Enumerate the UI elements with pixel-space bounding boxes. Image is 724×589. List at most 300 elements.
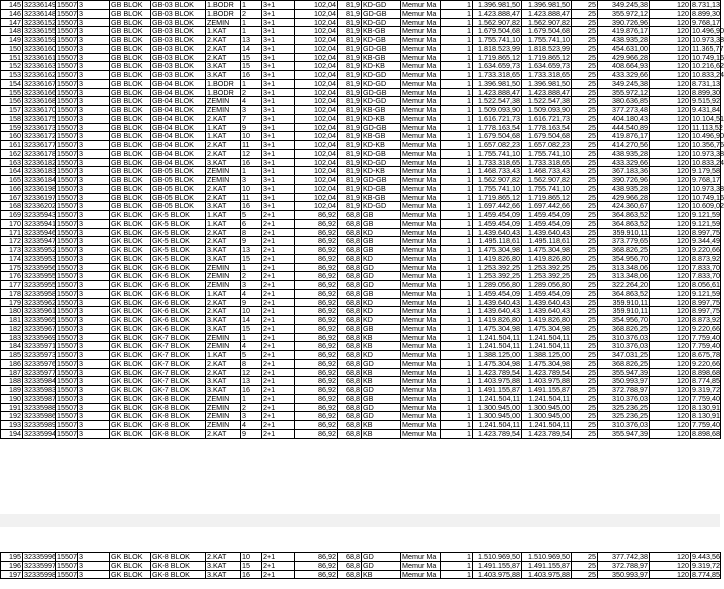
cell-floor[interactable]: ZEMIN bbox=[206, 106, 241, 115]
cell-count[interactable]: 1 bbox=[441, 403, 473, 412]
cell-installment[interactable]: 9.768,17 bbox=[692, 175, 720, 184]
cell-parsel[interactable]: 15507 bbox=[57, 376, 77, 386]
cell-ada[interactable]: 32335953 bbox=[24, 253, 56, 263]
cell-buyer-type[interactable]: Memur Ma bbox=[401, 141, 441, 150]
cell-price-total[interactable]: 1.616.721,73 bbox=[522, 114, 572, 123]
cell-floor[interactable]: 2.KAT bbox=[206, 184, 241, 193]
cell-parsel[interactable]: 15507 bbox=[57, 367, 77, 377]
cell-row-no[interactable]: 172 bbox=[1, 237, 23, 246]
cell-buyer-type[interactable]: Memur Ma bbox=[401, 421, 441, 430]
cell-facade[interactable]: KD-KB bbox=[362, 114, 401, 123]
cell-count[interactable]: 1 bbox=[441, 298, 473, 307]
cell-parsel[interactable]: 15507 bbox=[57, 332, 77, 342]
cell-price[interactable]: 1.719.865,12 bbox=[473, 193, 522, 202]
cell-floor[interactable]: 2.KAT bbox=[206, 307, 241, 316]
cell-rooms[interactable]: 2+1 bbox=[262, 561, 295, 570]
cell-ada[interactable]: 32336159 bbox=[24, 35, 56, 44]
cell-blok[interactable]: GB-03 BLOK bbox=[151, 18, 206, 27]
cell-net-area[interactable]: 81,9 bbox=[338, 36, 362, 45]
cell-blok-group[interactable]: GK BLOK bbox=[110, 281, 151, 290]
cell-down-pct[interactable]: 25 bbox=[572, 88, 598, 97]
cell-price-total[interactable]: 1.241.504,11 bbox=[522, 342, 572, 351]
cell-months[interactable]: 120 bbox=[650, 333, 691, 342]
cell-gross-area[interactable]: 102,04 bbox=[295, 27, 338, 36]
cell-installment[interactable]: 8.130,91 bbox=[692, 411, 720, 421]
cell-rooms[interactable]: 2+1 bbox=[262, 386, 295, 395]
cell-down-pct[interactable]: 25 bbox=[572, 53, 598, 62]
cell-door[interactable]: 9 bbox=[241, 237, 262, 246]
cell-etap[interactable]: 3 bbox=[78, 281, 110, 290]
cell-ada[interactable]: 32335987 bbox=[24, 393, 56, 403]
cell-net-area[interactable]: 81,9 bbox=[338, 184, 362, 193]
cell-blok[interactable]: GK-6 BLOK bbox=[151, 324, 206, 333]
cell-installment[interactable]: 7.759,40 bbox=[692, 420, 720, 429]
cell-buyer-type[interactable]: Memur Ma bbox=[401, 167, 441, 176]
cell-installment[interactable]: 9.319,72 bbox=[692, 385, 720, 394]
cell-count[interactable]: 1 bbox=[441, 132, 473, 141]
cell-installment[interactable]: 8.675,78 bbox=[692, 350, 720, 359]
cell-floor[interactable]: ZEMIN bbox=[206, 176, 241, 185]
cell-ada[interactable]: 32336160 bbox=[24, 43, 56, 53]
cell-door[interactable]: 2 bbox=[241, 272, 262, 281]
cell-price-total[interactable]: 1.403.975,88 bbox=[522, 570, 572, 579]
cell-installment[interactable]: 10.833,24 bbox=[692, 157, 724, 167]
cell-blok-group[interactable]: GB BLOK bbox=[110, 167, 151, 176]
cell-months[interactable]: 120 bbox=[650, 1, 691, 10]
cell-down-pct[interactable]: 25 bbox=[572, 149, 598, 158]
cell-blok[interactable]: GB-05 BLOK bbox=[151, 176, 206, 185]
cell-blok[interactable]: GB-03 BLOK bbox=[151, 44, 206, 53]
cell-buyer-type[interactable]: Memur Ma bbox=[401, 561, 441, 570]
cell-down-pct[interactable]: 25 bbox=[572, 553, 598, 562]
cell-facade[interactable]: GB bbox=[362, 237, 401, 246]
cell-door[interactable]: 1 bbox=[241, 79, 262, 88]
cell-blok[interactable]: GB-03 BLOK bbox=[151, 71, 206, 80]
cell-gross-area[interactable]: 102,04 bbox=[295, 167, 338, 176]
cell-row-no[interactable]: 155 bbox=[1, 88, 23, 97]
cell-installment[interactable]: 11.113,52 bbox=[692, 122, 723, 132]
cell-count[interactable]: 1 bbox=[441, 167, 473, 176]
cell-gross-area[interactable]: 102,04 bbox=[295, 193, 338, 202]
cell-ada[interactable]: 32336184 bbox=[24, 175, 56, 184]
cell-rooms[interactable]: 3+1 bbox=[262, 88, 295, 97]
cell-door[interactable]: 3 bbox=[241, 106, 262, 115]
cell-price[interactable]: 1.818.523,99 bbox=[473, 44, 522, 53]
cell-net-area[interactable]: 81,9 bbox=[338, 114, 362, 123]
cell-floor[interactable]: 3.KAT bbox=[206, 386, 241, 395]
cell-count[interactable]: 1 bbox=[441, 62, 473, 71]
cell-months[interactable]: 120 bbox=[650, 421, 691, 430]
cell-rooms[interactable]: 3+1 bbox=[262, 114, 295, 123]
cell-facade[interactable]: KB bbox=[362, 377, 401, 386]
cell-down-pct[interactable]: 25 bbox=[572, 403, 598, 412]
cell-door[interactable]: 10 bbox=[241, 553, 262, 562]
cell-row-no[interactable]: 174 bbox=[1, 254, 23, 263]
cell-down-payment[interactable]: 368.826,25 bbox=[598, 359, 650, 368]
cell-facade[interactable]: KD-GB bbox=[362, 36, 401, 45]
cell-door[interactable]: 10 bbox=[241, 132, 262, 141]
cell-months[interactable]: 120 bbox=[650, 263, 691, 272]
cell-facade[interactable]: GD-GB bbox=[362, 9, 401, 18]
cell-blok-group[interactable]: GK BLOK bbox=[110, 342, 151, 351]
cell-count[interactable]: 1 bbox=[441, 228, 473, 237]
cell-down-payment[interactable]: 325.236,25 bbox=[598, 412, 650, 421]
cell-count[interactable]: 1 bbox=[441, 184, 473, 193]
cell-gross-area[interactable]: 86,92 bbox=[295, 211, 338, 220]
cell-row-no[interactable]: 191 bbox=[1, 403, 23, 412]
cell-price-total[interactable]: 1.423.789,54 bbox=[522, 368, 572, 377]
cell-blok-group[interactable]: GK BLOK bbox=[110, 246, 151, 255]
cell-buyer-type[interactable]: Memur Ma bbox=[401, 18, 441, 27]
cell-rooms[interactable]: 2+1 bbox=[262, 228, 295, 237]
cell-row-no[interactable]: 192 bbox=[1, 412, 23, 421]
cell-blok-group[interactable]: GK BLOK bbox=[110, 254, 151, 263]
cell-parsel[interactable]: 15507 bbox=[57, 140, 77, 149]
cell-rooms[interactable]: 2+1 bbox=[262, 421, 295, 430]
cell-price[interactable]: 1.459.454,09 bbox=[473, 219, 522, 228]
cell-price[interactable]: 1.439.640,43 bbox=[473, 307, 522, 316]
cell-facade[interactable]: KD-GD bbox=[362, 79, 401, 88]
cell-down-payment[interactable]: 355.947,39 bbox=[598, 368, 650, 377]
cell-rooms[interactable]: 3+1 bbox=[262, 71, 295, 80]
cell-door[interactable]: 9 bbox=[241, 429, 262, 438]
cell-row-no[interactable]: 189 bbox=[1, 386, 23, 395]
cell-parsel[interactable]: 15507 bbox=[57, 26, 77, 36]
cell-door[interactable]: 5 bbox=[241, 351, 262, 360]
cell-blok[interactable]: GB-05 BLOK bbox=[151, 202, 206, 211]
cell-months[interactable]: 120 bbox=[650, 429, 691, 438]
cell-buyer-type[interactable]: Memur Ma bbox=[401, 254, 441, 263]
cell-price[interactable]: 1.755.741,10 bbox=[473, 36, 522, 45]
cell-buyer-type[interactable]: Memur Ma bbox=[401, 263, 441, 272]
cell-down-payment[interactable]: 350.993,97 bbox=[598, 377, 650, 386]
cell-floor[interactable]: ZEMIN bbox=[206, 394, 241, 403]
cell-rooms[interactable]: 3+1 bbox=[262, 132, 295, 141]
cell-door[interactable]: 9 bbox=[241, 123, 262, 132]
cell-blok-group[interactable]: GB BLOK bbox=[110, 36, 151, 45]
cell-months[interactable]: 120 bbox=[650, 27, 691, 36]
cell-etap[interactable]: 3 bbox=[78, 246, 110, 255]
cell-price[interactable]: 1.300.945,00 bbox=[473, 412, 522, 421]
cell-parsel[interactable]: 15507 bbox=[57, 569, 77, 579]
cell-ada[interactable]: 32335996 bbox=[24, 552, 56, 561]
cell-price[interactable]: 1.423.789,54 bbox=[473, 368, 522, 377]
cell-gross-area[interactable]: 86,92 bbox=[295, 228, 338, 237]
cell-buyer-type[interactable]: Memur Ma bbox=[401, 298, 441, 307]
cell-price-total[interactable]: 1.475.304,98 bbox=[522, 359, 572, 368]
cell-months[interactable]: 120 bbox=[650, 394, 691, 403]
cell-gross-area[interactable]: 102,04 bbox=[295, 71, 338, 80]
cell-count[interactable]: 1 bbox=[441, 246, 473, 255]
cell-row-no[interactable]: 159 bbox=[1, 123, 23, 132]
cell-down-payment[interactable]: 367.183,36 bbox=[598, 167, 650, 176]
cell-row-no[interactable]: 158 bbox=[1, 114, 23, 123]
cell-price-total[interactable]: 1.522.547,38 bbox=[522, 97, 572, 106]
cell-net-area[interactable]: 68,8 bbox=[338, 281, 362, 290]
cell-installment[interactable]: 9.220,66 bbox=[692, 245, 720, 254]
cell-count[interactable]: 1 bbox=[441, 307, 473, 316]
cell-facade[interactable]: GB bbox=[362, 289, 401, 298]
cell-down-pct[interactable]: 25 bbox=[572, 44, 598, 53]
cell-parsel[interactable]: 15507 bbox=[57, 297, 77, 307]
cell-etap[interactable]: 3 bbox=[78, 114, 110, 123]
cell-price-total[interactable]: 1.491.155,87 bbox=[522, 386, 572, 395]
cell-down-payment[interactable]: 313.348,06 bbox=[598, 263, 650, 272]
cell-etap[interactable]: 3 bbox=[78, 18, 110, 27]
cell-row-no[interactable]: 156 bbox=[1, 97, 23, 106]
cell-net-area[interactable]: 68,8 bbox=[338, 219, 362, 228]
cell-down-payment[interactable]: 380.636,85 bbox=[598, 97, 650, 106]
cell-blok-group[interactable]: GK BLOK bbox=[110, 561, 151, 570]
cell-parsel[interactable]: 15507 bbox=[57, 358, 77, 368]
cell-buyer-type[interactable]: Memur Ma bbox=[401, 429, 441, 438]
cell-ada[interactable]: 32335998 bbox=[24, 569, 56, 579]
cell-door[interactable]: 12 bbox=[241, 149, 262, 158]
cell-floor[interactable]: 2.KAT bbox=[206, 53, 241, 62]
cell-down-pct[interactable]: 25 bbox=[572, 412, 598, 421]
cell-row-no[interactable]: 154 bbox=[1, 79, 23, 88]
cell-floor[interactable]: ZEMIN bbox=[206, 97, 241, 106]
cell-count[interactable]: 1 bbox=[441, 211, 473, 220]
cell-down-pct[interactable]: 25 bbox=[572, 421, 598, 430]
cell-door[interactable]: 15 bbox=[241, 53, 262, 62]
cell-price[interactable]: 1.697.442,66 bbox=[473, 202, 522, 211]
cell-months[interactable]: 120 bbox=[650, 158, 691, 167]
cell-installment[interactable]: 8.130,91 bbox=[692, 402, 720, 412]
cell-net-area[interactable]: 81,9 bbox=[338, 97, 362, 106]
cell-installment[interactable]: 8.731,13 bbox=[692, 0, 720, 9]
cell-row-no[interactable]: 152 bbox=[1, 62, 23, 71]
cell-floor[interactable]: ZEMIN bbox=[206, 403, 241, 412]
cell-etap[interactable]: 3 bbox=[78, 553, 110, 562]
cell-price-total[interactable]: 1.396.981,50 bbox=[522, 1, 572, 10]
cell-blok-group[interactable]: GK BLOK bbox=[110, 298, 151, 307]
cell-floor[interactable]: 2.KAT bbox=[206, 228, 241, 237]
cell-price-total[interactable]: 1.253.392,25 bbox=[522, 272, 572, 281]
cell-installment[interactable]: 10.496,90 bbox=[692, 26, 724, 36]
cell-installment[interactable]: 10.973,38 bbox=[692, 183, 724, 193]
cell-gross-area[interactable]: 102,04 bbox=[295, 176, 338, 185]
cell-months[interactable]: 120 bbox=[650, 219, 691, 228]
cell-door[interactable]: 4 bbox=[241, 342, 262, 351]
cell-price-total[interactable]: 1.733.318,65 bbox=[522, 71, 572, 80]
cell-door[interactable]: 1 bbox=[241, 167, 262, 176]
cell-blok[interactable]: GB-04 BLOK bbox=[151, 123, 206, 132]
cell-gross-area[interactable]: 86,92 bbox=[295, 386, 338, 395]
cell-door[interactable]: 10 bbox=[241, 184, 262, 193]
cell-down-payment[interactable]: 408.664,93 bbox=[598, 62, 650, 71]
cell-facade[interactable]: GB bbox=[362, 211, 401, 220]
cell-blok[interactable]: GK-8 BLOK bbox=[151, 561, 206, 570]
cell-price[interactable]: 1.510.969,50 bbox=[473, 553, 522, 562]
cell-net-area[interactable]: 81,9 bbox=[338, 79, 362, 88]
cell-parsel[interactable]: 15507 bbox=[57, 96, 77, 106]
cell-down-pct[interactable]: 25 bbox=[572, 211, 598, 220]
cell-price-total[interactable]: 1.403.975,88 bbox=[522, 377, 572, 386]
cell-blok[interactable]: GK-5 BLOK bbox=[151, 246, 206, 255]
cell-down-payment[interactable]: 364.863,52 bbox=[598, 219, 650, 228]
cell-count[interactable]: 1 bbox=[441, 88, 473, 97]
cell-rooms[interactable]: 2+1 bbox=[262, 219, 295, 228]
cell-row-no[interactable]: 183 bbox=[1, 333, 23, 342]
cell-blok-group[interactable]: GK BLOK bbox=[110, 386, 151, 395]
cell-price[interactable]: 1.468.733,43 bbox=[473, 167, 522, 176]
cell-floor[interactable]: 1.KAT bbox=[206, 211, 241, 220]
cell-down-pct[interactable]: 25 bbox=[572, 316, 598, 325]
cell-parsel[interactable]: 15507 bbox=[57, 35, 77, 44]
cell-floor[interactable]: 2.KAT bbox=[206, 149, 241, 158]
cell-facade[interactable]: GD-GB bbox=[362, 123, 401, 132]
cell-door[interactable]: 6 bbox=[241, 219, 262, 228]
cell-rooms[interactable]: 3+1 bbox=[262, 106, 295, 115]
cell-months[interactable]: 120 bbox=[650, 298, 691, 307]
cell-months[interactable]: 120 bbox=[650, 403, 691, 412]
cell-count[interactable]: 1 bbox=[441, 289, 473, 298]
cell-down-pct[interactable]: 25 bbox=[572, 359, 598, 368]
cell-gross-area[interactable]: 86,92 bbox=[295, 394, 338, 403]
cell-down-payment[interactable]: 350.993,97 bbox=[598, 570, 650, 579]
cell-row-no[interactable]: 184 bbox=[1, 342, 23, 351]
cell-rooms[interactable]: 3+1 bbox=[262, 18, 295, 27]
cell-blok[interactable]: GK-7 BLOK bbox=[151, 351, 206, 360]
cell-down-payment[interactable]: 325.236,25 bbox=[598, 403, 650, 412]
cell-down-payment[interactable]: 368.826,25 bbox=[598, 246, 650, 255]
cell-count[interactable]: 1 bbox=[441, 368, 473, 377]
cell-row-no[interactable]: 188 bbox=[1, 377, 23, 386]
cell-gross-area[interactable]: 102,04 bbox=[295, 53, 338, 62]
cell-parsel[interactable]: 15507 bbox=[57, 393, 77, 403]
cell-etap[interactable]: 3 bbox=[78, 202, 110, 211]
cell-down-payment[interactable]: 310.376,03 bbox=[598, 342, 650, 351]
cell-down-payment[interactable]: 313.348,06 bbox=[598, 272, 650, 281]
cell-down-pct[interactable]: 25 bbox=[572, 167, 598, 176]
cell-price[interactable]: 1.778.163,54 bbox=[473, 123, 522, 132]
cell-etap[interactable]: 3 bbox=[78, 79, 110, 88]
cell-net-area[interactable]: 81,9 bbox=[338, 18, 362, 27]
cell-down-payment[interactable]: 433.329,66 bbox=[598, 71, 650, 80]
cell-rooms[interactable]: 2+1 bbox=[262, 368, 295, 377]
cell-facade[interactable]: KB-GB bbox=[362, 53, 401, 62]
cell-blok[interactable]: GK-5 BLOK bbox=[151, 237, 206, 246]
cell-door[interactable]: 15 bbox=[241, 62, 262, 71]
cell-count[interactable]: 1 bbox=[441, 18, 473, 27]
cell-parsel[interactable]: 15507 bbox=[57, 183, 77, 193]
cell-rooms[interactable]: 2+1 bbox=[262, 570, 295, 579]
cell-row-no[interactable]: 148 bbox=[1, 27, 23, 36]
cell-buyer-type[interactable]: Memur Ma bbox=[401, 368, 441, 377]
cell-blok-group[interactable]: GK BLOK bbox=[110, 228, 151, 237]
cell-count[interactable]: 1 bbox=[441, 158, 473, 167]
cell-price-total[interactable]: 1.634.659,73 bbox=[522, 62, 572, 71]
cell-count[interactable]: 1 bbox=[441, 570, 473, 579]
cell-facade[interactable]: KD-KB bbox=[362, 167, 401, 176]
cell-parsel[interactable]: 15507 bbox=[57, 341, 77, 351]
cell-blok-group[interactable]: GK BLOK bbox=[110, 211, 151, 220]
cell-blok-group[interactable]: GB BLOK bbox=[110, 106, 151, 115]
cell-ada[interactable]: 32335986 bbox=[24, 411, 56, 421]
cell-down-pct[interactable]: 25 bbox=[572, 97, 598, 106]
cell-months[interactable]: 120 bbox=[650, 18, 691, 27]
cell-rooms[interactable]: 3+1 bbox=[262, 158, 295, 167]
cell-floor[interactable]: 2.KAT bbox=[206, 298, 241, 307]
cell-etap[interactable]: 3 bbox=[78, 132, 110, 141]
cell-parsel[interactable]: 15507 bbox=[57, 411, 77, 421]
cell-months[interactable]: 120 bbox=[650, 386, 691, 395]
cell-count[interactable]: 1 bbox=[441, 263, 473, 272]
cell-gross-area[interactable]: 86,92 bbox=[295, 298, 338, 307]
cell-months[interactable]: 120 bbox=[650, 351, 691, 360]
cell-facade[interactable]: KD bbox=[362, 351, 401, 360]
cell-etap[interactable]: 3 bbox=[78, 44, 110, 53]
cell-blok-group[interactable]: GB BLOK bbox=[110, 71, 151, 80]
cell-down-pct[interactable]: 25 bbox=[572, 298, 598, 307]
cell-rooms[interactable]: 3+1 bbox=[262, 184, 295, 193]
cell-blok-group[interactable]: GK BLOK bbox=[110, 263, 151, 272]
cell-down-payment[interactable]: 310.376,03 bbox=[598, 421, 650, 430]
cell-gross-area[interactable]: 86,92 bbox=[295, 307, 338, 316]
cell-floor[interactable]: 1.KAT bbox=[206, 351, 241, 360]
cell-price[interactable]: 1.634.659,73 bbox=[473, 62, 522, 71]
cell-rooms[interactable]: 3+1 bbox=[262, 27, 295, 36]
cell-blok-group[interactable]: GK BLOK bbox=[110, 570, 151, 579]
cell-etap[interactable]: 3 bbox=[78, 351, 110, 360]
cell-door[interactable]: 3 bbox=[241, 176, 262, 185]
cell-ada[interactable]: 32335941 bbox=[24, 218, 56, 228]
cell-blok-group[interactable]: GB BLOK bbox=[110, 176, 151, 185]
cell-facade[interactable]: KB-GB bbox=[362, 132, 401, 141]
cell-facade[interactable]: KD-KB bbox=[362, 62, 401, 71]
cell-etap[interactable]: 3 bbox=[78, 272, 110, 281]
cell-door[interactable]: 1 bbox=[241, 27, 262, 36]
cell-floor[interactable]: 1.BODR bbox=[206, 9, 241, 18]
cell-parsel[interactable]: 15507 bbox=[57, 236, 77, 246]
cell-count[interactable]: 1 bbox=[441, 254, 473, 263]
cell-count[interactable]: 1 bbox=[441, 359, 473, 368]
cell-buyer-type[interactable]: Memur Ma bbox=[401, 394, 441, 403]
cell-buyer-type[interactable]: Memur Ma bbox=[401, 351, 441, 360]
cell-down-pct[interactable]: 25 bbox=[572, 27, 598, 36]
cell-price[interactable]: 1.459.454,09 bbox=[473, 289, 522, 298]
cell-price-total[interactable]: 1.300.945,00 bbox=[522, 412, 572, 421]
cell-installment[interactable]: 8.997,75 bbox=[692, 297, 720, 307]
cell-blok[interactable]: GB-04 BLOK bbox=[151, 106, 206, 115]
cell-facade[interactable]: KD-GD bbox=[362, 71, 401, 80]
cell-net-area[interactable]: 68,8 bbox=[338, 412, 362, 421]
cell-parsel[interactable]: 15507 bbox=[57, 78, 77, 88]
cell-installment[interactable]: 9.515,92 bbox=[692, 96, 720, 106]
cell-price[interactable]: 1.403.975,88 bbox=[473, 377, 522, 386]
cell-buyer-type[interactable]: Memur Ma bbox=[401, 106, 441, 115]
cell-count[interactable]: 1 bbox=[441, 202, 473, 211]
cell-parsel[interactable]: 15507 bbox=[57, 245, 77, 254]
cell-down-payment[interactable]: 390.726,96 bbox=[598, 18, 650, 27]
cell-blok-group[interactable]: GB BLOK bbox=[110, 27, 151, 36]
cell-floor[interactable]: 2.KAT bbox=[206, 429, 241, 438]
cell-installment[interactable]: 9.121,59 bbox=[692, 210, 720, 219]
cell-gross-area[interactable]: 86,92 bbox=[295, 403, 338, 412]
cell-blok[interactable]: GB-04 BLOK bbox=[151, 88, 206, 97]
cell-price-total[interactable]: 1.733.318,65 bbox=[522, 158, 572, 167]
cell-blok[interactable]: GB-03 BLOK bbox=[151, 53, 206, 62]
cell-price[interactable]: 1.522.547,38 bbox=[473, 97, 522, 106]
cell-ada[interactable]: 32335983 bbox=[24, 385, 56, 394]
cell-ada[interactable]: 32336182 bbox=[24, 157, 56, 167]
cell-down-pct[interactable]: 25 bbox=[572, 246, 598, 255]
cell-installment[interactable]: 9.121,59 bbox=[692, 288, 720, 298]
cell-gross-area[interactable]: 86,92 bbox=[295, 368, 338, 377]
cell-blok[interactable]: GB-03 BLOK bbox=[151, 27, 206, 36]
cell-floor[interactable]: 3.KAT bbox=[206, 561, 241, 570]
